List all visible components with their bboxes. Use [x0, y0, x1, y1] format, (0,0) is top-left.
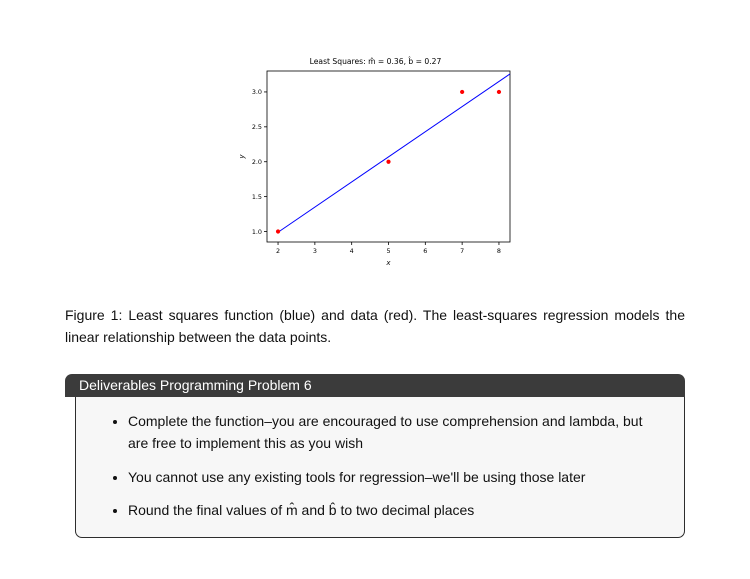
y-tick-label: 1.0	[251, 227, 262, 236]
x-tick-label: 7	[459, 247, 464, 255]
figure-chart	[233, 54, 518, 270]
x-tick-label: 8	[496, 247, 501, 255]
x-tick-label: 6	[422, 247, 427, 255]
y-tick-label: 2.0	[251, 158, 262, 167]
data-point	[275, 229, 279, 233]
deliverables-bullet-item: • Complete the function–you are encouraged to use comprehension and lambda, but are free to implement this as you wish	[128, 411, 662, 454]
deliverables-bullet-item: • Round the final values of m̂ and b̂ to two decimal places	[128, 500, 662, 522]
deliverables-bullet-item: • You cannot use any existing tools for regression–we'll be using those later	[128, 467, 662, 489]
x-tick-label: 3	[312, 247, 317, 255]
chart-ylabel: y	[237, 154, 246, 159]
regression-line	[278, 74, 510, 232]
chart-xlabel: x	[385, 259, 391, 267]
x-tick-label: 5	[385, 247, 391, 255]
data-point	[460, 90, 464, 94]
chart-title: Least Squares: m̂ = 0.36, b̂ = 0.27	[309, 57, 441, 66]
deliverables-box	[65, 374, 685, 538]
data-point	[386, 160, 390, 164]
y-tick-label: 2.5	[251, 123, 262, 132]
figure-caption: Figure 1: Least squares function (blue) and data (red). The least-squares regression models the linear relationship between the data points.	[65, 307, 685, 345]
data-point	[496, 90, 500, 94]
deliverables-box-body	[75, 397, 685, 538]
deliverables-box-title: Deliverables Programming Problem 6	[65, 374, 685, 397]
figure-block	[0, 0, 750, 275]
y-tick-label: 3.0	[251, 88, 262, 97]
deliverables-list	[76, 411, 666, 522]
x-tick-label: 4	[349, 247, 354, 255]
y-tick-label: 1.5	[251, 192, 262, 201]
x-tick-label: 2	[275, 247, 280, 255]
